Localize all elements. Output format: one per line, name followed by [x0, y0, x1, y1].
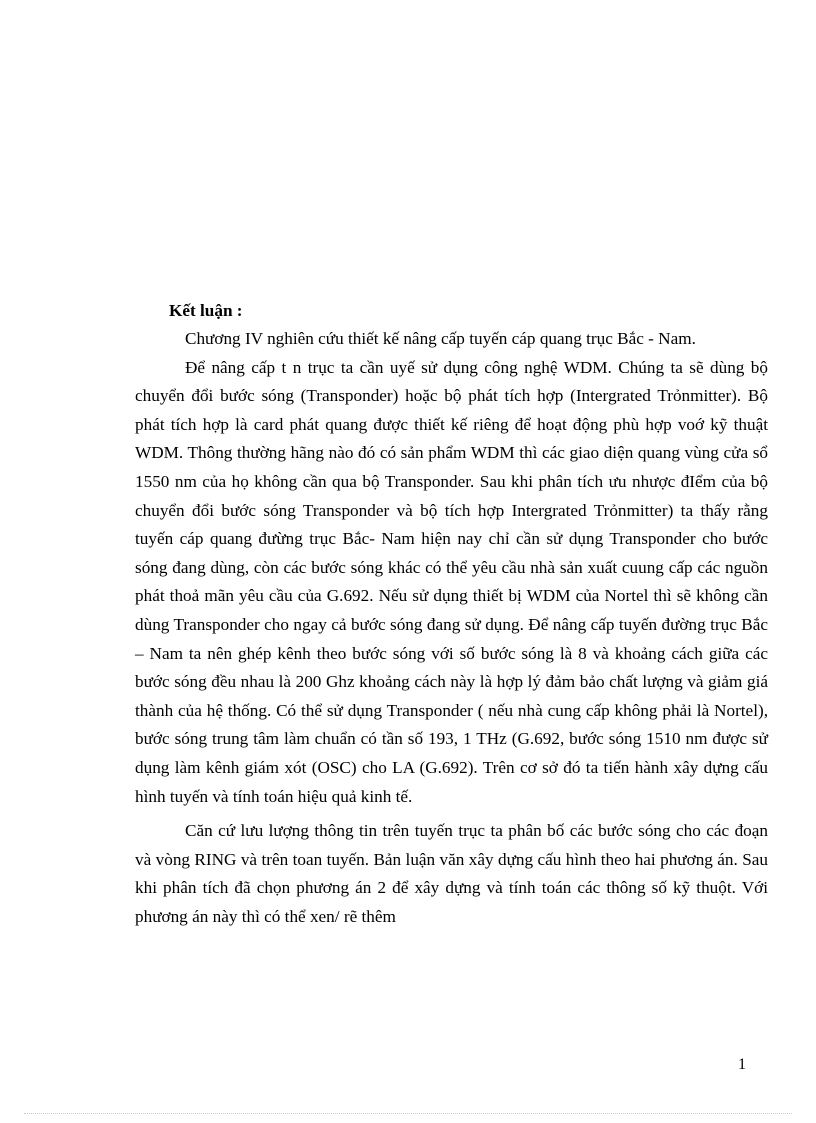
- section-heading: Kết luận :: [169, 301, 243, 320]
- paragraph-2: Để nâng cấp t n trục ta cần uyế sử dụng công nghệ WDM. Chúng ta sẽ dùng bộ chuyển đổi bước sóng (Transponder) hoặc bộ phát tích hợp (Intergrated Trỏnmitter). Bộ phát tích hợp là card phát quang được thiết kế riêng để hoạt động phù hợp voớ kỹ thuật WDM. Thông thường hãng nào đó có sản phẩm WDM thì các giao diện quang vùng cửa sổ 1550 nm của họ không cần qua bộ Transponder. Sau khi phân tích ưu nhược đIểm của bộ chuyển đổi bước sóng Transponder và bộ tích hợp Intergrated Trỏnmitter) ta thấy rằng tuyến cáp quang đưừng trục Bắc- Nam hiện nay chỉ cần sử dụng Transponder cho bước sóng đang dùng, còn các bước sóng khác có thể yêu cầu nhà sản xuất cuung cấp các nguồn phát thoả mãn yêu cầu của G.692. Nếu sử dụng thiết bị WDM của Nortel thì sẽ không cần dùng Transponder cho ngay cả bước sóng đang sử dụng. Để nâng cấp tuyến đường trục Bắc – Nam ta nên ghép kênh theo bước sóng với số bước sóng là 8 và khoảng cách giữa các bước sóng đều nhau là 200 Ghz khoảng cách này là hợp lý đảm bảo chất lượng và giảm giá thành của hệ thống. Có thể sử dụng Transponder ( nếu nhà cung cấp không phải là Nortel), bước sóng trung tâm làm chuẩn có tần số 193, 1 THz (G.692, bước sóng 1510 nm được sử dụng làm kênh giám xót (OSC) cho LA (G.692). Trên cơ sở đó ta tiến hành xây dựng cấu hình tuyến và tính toán hiệu quả kinh tế.: [135, 357, 768, 806]
- page-number: 1: [738, 1056, 746, 1073]
- paragraph-3: Căn cứ lưu lượng thông tin trên tuyến trục ta phân bố các bước sóng cho các đoạn và vòng RING và trên toan tuyến. Bản luận văn xây dựng cấu hình theo hai phương án. Sau khi phân tích đã chọn phương án 2 để xây dựng và tính toán các thông số kỹ thuột. Với phương án này thì có thể xen/ rẽ thêm: [135, 821, 768, 926]
- document-body: [135, 298, 768, 931]
- paragraph-1: Chương IV nghiên cứu thiết kế nâng cấp tuyến cáp quang trục Bắc - Nam.: [185, 329, 696, 348]
- page-bottom-divider: [24, 1113, 792, 1114]
